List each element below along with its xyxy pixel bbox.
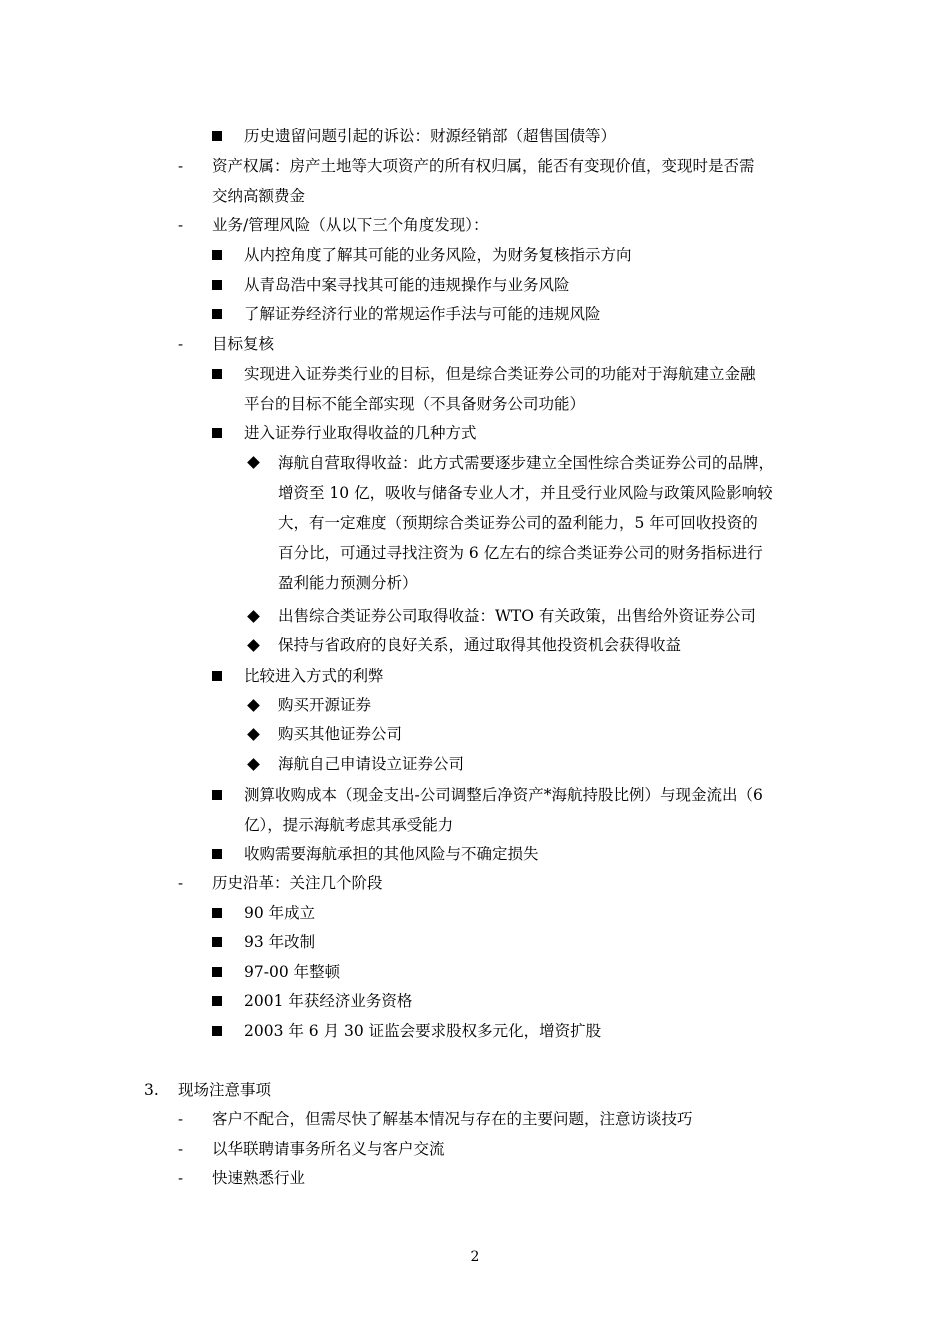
text-line: 亿），提示海航考虑其承受能力 [244, 816, 454, 834]
square-bullet-icon [212, 131, 222, 141]
text-line: 比较进入方式的利弊 [244, 667, 384, 685]
text-line: 2003 年 6 月 30 证监会要求股权多元化，增资扩股 [244, 1022, 602, 1040]
section-heading: 现场注意事项 [178, 1081, 272, 1099]
diamond-bullet-icon [247, 728, 260, 741]
text-line: 从青岛浩中案寻找其可能的违规操作与业务风险 [244, 276, 570, 294]
dash-bullet: - [178, 335, 184, 353]
text-line: 海航自己申请设立证券公司 [278, 755, 465, 773]
diamond-bullet-icon [247, 699, 260, 712]
square-bullet-icon [212, 996, 222, 1006]
diamond-bullet-icon [247, 758, 260, 771]
square-bullet-icon [212, 908, 222, 918]
text-line: 业务/管理风险（从以下三个角度发现）： [212, 216, 489, 234]
text-line: 97-00 年整顿 [244, 963, 341, 981]
text-line: 进入证券行业取得收益的几种方式 [244, 424, 477, 442]
text-line: 出售综合类证券公司取得收益：WTO 有关政策，出售给外资证券公司 [278, 607, 756, 625]
text-line: 以华联聘请事务所名义与客户交流 [212, 1140, 445, 1158]
text-line: 购买开源证券 [278, 696, 372, 714]
text-line: 了解证券经济行业的常规运作手法与可能的违规风险 [244, 305, 601, 323]
dash-bullet: - [178, 1140, 184, 1158]
text-line: 93 年改制 [244, 933, 316, 951]
text-line: 90 年成立 [244, 904, 316, 922]
dash-bullet: - [178, 1110, 184, 1128]
square-bullet-icon [212, 790, 222, 800]
square-bullet-icon [212, 309, 222, 319]
text-line: 客户不配合，但需尽快了解基本情况与存在的主要问题，注意访谈技巧 [212, 1110, 693, 1128]
text-line: 增资至 10 亿，吸收与储备专业人才，并且受行业风险与政策风险影响较 [278, 484, 773, 502]
square-bullet-icon [212, 937, 222, 947]
text-line: 历史沿革：关注几个阶段 [212, 874, 383, 892]
text-line: 大，有一定难度（预期综合类证券公司的盈利能力，5 年可回收投资的 [278, 514, 758, 532]
diamond-bullet-icon [247, 456, 260, 469]
text-line: 资产权属：房产土地等大项资产的所有权归属，能否有变现价值，变现时是否需 [212, 157, 755, 175]
square-bullet-icon [212, 250, 222, 260]
square-bullet-icon [212, 280, 222, 290]
text-line: 历史遗留问题引起的诉讼：财源经销部（超售国债等） [244, 127, 617, 145]
square-bullet-icon [212, 967, 222, 977]
text-line: 测算收购成本（现金支出-公司调整后净资产*海航持股比例）与现金流出（6 [244, 786, 763, 804]
text-line: 收购需要海航承担的其他风险与不确定损失 [244, 845, 539, 863]
dash-bullet: - [178, 157, 184, 175]
text-line: 交纳高额费金 [212, 187, 306, 205]
text-line: 海航自营取得收益：此方式需要逐步建立全国性综合类证券公司的品牌， [278, 454, 775, 472]
text-line: 快速熟悉行业 [212, 1169, 306, 1187]
text-line: 盈利能力预测分析） [278, 574, 418, 592]
square-bullet-icon [212, 849, 222, 859]
diamond-bullet-icon [247, 610, 260, 623]
text-line: 平台的目标不能全部实现（不具备财务公司功能） [244, 395, 586, 413]
text-line: 从内控角度了解其可能的业务风险，为财务复核指示方向 [244, 246, 632, 264]
square-bullet-icon [212, 671, 222, 681]
text-line: 保持与省政府的良好关系，通过取得其他投资机会获得收益 [278, 636, 682, 654]
square-bullet-icon [212, 428, 222, 438]
dash-bullet: - [178, 216, 184, 234]
dash-bullet: - [178, 1169, 184, 1187]
square-bullet-icon [212, 369, 222, 379]
text-line: 2001 年获经济业务资格 [244, 992, 413, 1010]
text-line: 目标复核 [212, 335, 275, 353]
text-line: 购买其他证券公司 [278, 725, 403, 743]
square-bullet-icon [212, 1026, 222, 1036]
section-number: 3. [144, 1081, 159, 1099]
dash-bullet: - [178, 874, 184, 892]
text-line: 实现进入证券类行业的目标，但是综合类证券公司的功能对于海航建立金融 [244, 365, 756, 383]
page-number: 2 [470, 1249, 480, 1265]
text-line: 百分比，可通过寻找注资为 6 亿左右的综合类证券公司的财务指标进行 [278, 544, 763, 562]
diamond-bullet-icon [247, 639, 260, 652]
